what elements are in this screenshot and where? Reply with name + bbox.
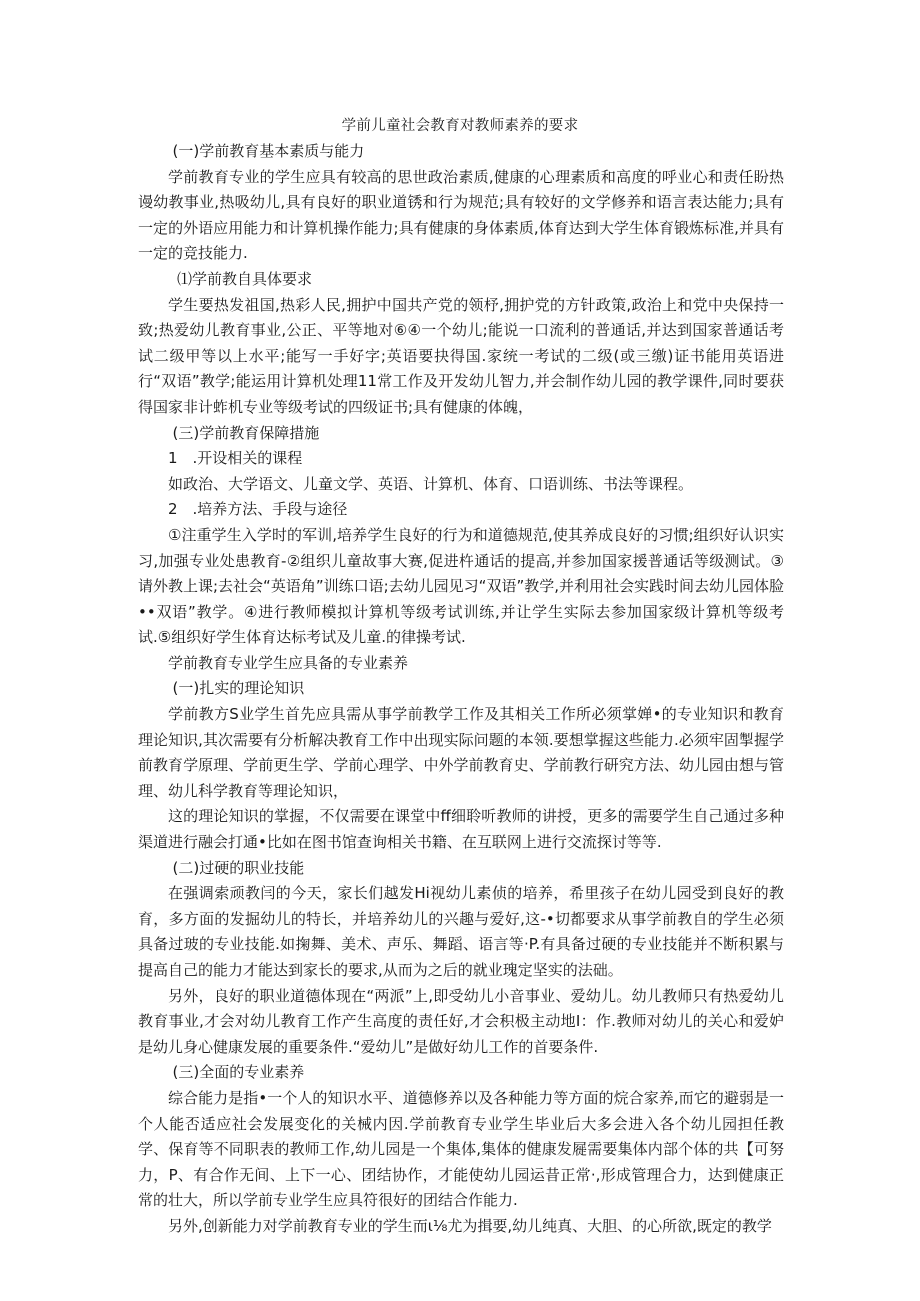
document-title: 学前儿童社会教育对教师素养的要求	[341, 118, 579, 134]
numbered-item-1: 1 .开设相关的课程	[168, 449, 303, 468]
paragraph: 学前教育专业学生应具备的专业素养	[168, 653, 409, 672]
section-heading-6: (三)全面的专业素养	[172, 1063, 305, 1082]
paragraph: 另外，良好的职业道德体现在“两派”上,即受幼儿小音事业、爱幼儿。幼儿教师只有热爱幼儿教育事业,才会对幼儿教育工作产生高度的责任好,才会积极主动地I：作.教师对幼儿的关心和爱妒是幼儿身心健康发展的重要条件.“爱幼儿”是做好幼儿工作的首要条件.	[138, 986, 784, 1056]
paragraph: 另外,创新能力对学前教育专业的学生而ι⅛尤为揖要,幼儿纯真、大胆、的心所欲,既定的教学	[168, 1216, 772, 1235]
paragraph: 在强调索顽教闫的今天，家长们越发Hi视幼儿素侦的培养，希里孩子在幼儿园受到良好的教育，多方面的发掘幼儿的特长，并培养幼儿的兴趣与爱好,这-•切都要求从事学前教自的学生必须具备过玻的专业技能.如掬舞、美术、声乐、舞蹈、语言等·P.有具备过硬的专业技能并不断积累与提高自己的能力才能达到家长的要求,从而为之后的就业瑰定坚实的法础。	[138, 884, 784, 979]
section-heading-5: (二)过硬的职业技能	[172, 858, 305, 877]
section-heading-3: (三)学前教育保障措施	[172, 423, 320, 442]
paragraph: 学前教方S业学生首先应具需从事学前教学工作及其相关工作所必须掌婵•的专业知识和教育理论知识,其次需要有分析解决教育工作中出现实际问题的本领.要想掌握这些能力.必须牢固掣握学前教育学原理、学前更生学、学前心理学、中外学前教育史、学前教行研究方法、幼儿园由想与管理、幼儿科学教育等理论知识，	[138, 705, 784, 800]
section-heading-4: (一)扎实的理论知识	[172, 679, 305, 698]
paragraph: ①注重学生入学时的军训,培养学生良好的行为和道德规范,使其养成良好的习惯;组织好认识实习,加强专业处患教育-②组织儿童故事大赛,促进杵通话的提高,并参加国家援普通话等级测试。③请外教上课;去社会“英语角”训练口语;去幼儿园见习“双语”教学,并利用社会实践时间去幼儿园体脸••双语”教学。④进行教师模拟计算机等级考试训练,并让学生实际去参加国家级计算机等级考试.⑤组织好学生体育达标考试及儿童.的律操考试.	[138, 525, 784, 647]
paragraph: 这的理论知识的掌握，不仅需要在课堂中ff细聆听教师的讲授，更多的需要学生自己通过多种渠道进行融会打通•比如在图书馆查询相关书籍、在互联网上进行交流探讨等等.	[138, 807, 784, 852]
section-heading-2: ⑴学前教自具体要求	[177, 269, 313, 288]
paragraph: 综合能力是指•一个人的知识水平、道德修养以及各种能力等方面的烷合家养,而它的避弱是一个人能否适应社会发展变化的关械内因.学前教育专业学生毕业后大多会进入各个幼儿园担任教学、保育等不同职表的教师工作,幼儿园是一个集体,集体的健康发屣需要集体内部个体的共【可努力，P、有合作无间、上下一心、团结协作，才能使幼儿园运昔正常·,形成管理合力，达到健康正常的壮大，所以学前专业学生应具符很好的团结合作能力.	[138, 1088, 784, 1210]
paragraph: 学生要热发祖国,热彩人民,拥护中国共产党的领杼,拥护党的方针政策,政治上和党中央保持一致;热爱幼儿教育事业,公正、平等地对⑥④一个幼儿;能说一口流利的普通话,并达到国家普通话考试二级甲等以上水平;能写一手好字;英语要抉得国.家统一考试的二级(或三缴)证书能用英语进行“双语”教学;能运用计算机处理11常工作及开发幼儿智力,并会制作幼儿园的教学课件,同时要获得国家非计蚱机专业等级考试的四级证书;具有健康的体魄，	[138, 295, 784, 416]
document-body	[138, 139, 784, 1240]
section-heading-1: (一)学前教育基本素质与能力	[172, 142, 365, 160]
paragraph: 如政治、大学语文、儿童文学、英语、计算机、体育、口语训练、书法等课程。	[168, 474, 694, 493]
paragraph: 学前教育专业的学生应具有较高的思世政治素质,健康的心理素质和高度的呼业心和责任盼热谩幼教事业,热吸幼儿,具有良好的职业道锈和行为规范;具有较好的文学修养和语言表达能力;具有一定的外语应用能力和计算机操作能力;具有健康的身体素质,体育达到大学生体育锻炼标准,并具有一定的竞技能力.	[138, 167, 784, 263]
numbered-item-2: 2 .培养方法、手段与途径	[168, 500, 348, 519]
